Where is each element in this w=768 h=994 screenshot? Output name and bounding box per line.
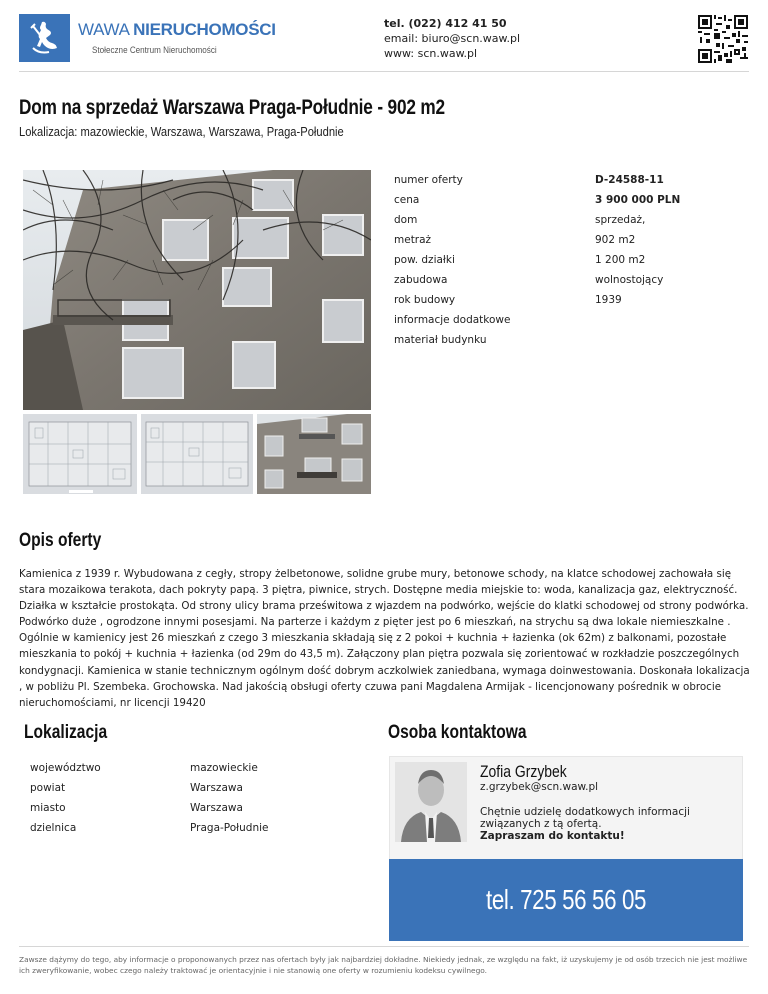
detail-value: D-24588-11 <box>595 174 664 186</box>
listing-location: Lokalizacja: mazowieckie, Warszawa, Warszawa, Praga-Południe <box>19 124 344 139</box>
detail-value: 1939 <box>595 294 622 306</box>
detail-value: wolnostojący <box>595 274 664 286</box>
contact-note-text: Chętnie udzielę dodatkowych informacji związanych z tą ofertą. <box>480 806 690 830</box>
contact-phone-box[interactable] <box>389 859 743 941</box>
location-value: Warszawa <box>190 782 243 794</box>
location-heading: Lokalizacja <box>24 722 108 743</box>
detail-row <box>394 230 750 250</box>
detail-key: pow. działki <box>394 254 455 266</box>
footer-divider <box>19 946 749 947</box>
brand-subtitle: Stołeczne Centrum Nieruchomości <box>92 45 217 55</box>
header-contact <box>384 16 520 61</box>
detail-key: materiał budynku <box>394 334 487 346</box>
details-table <box>394 170 750 350</box>
detail-row <box>394 310 750 330</box>
location-key: dzielnica <box>30 822 77 834</box>
thumbnail-building[interactable] <box>257 414 371 494</box>
detail-key: zabudowa <box>394 274 448 286</box>
detail-key: numer oferty <box>394 174 463 186</box>
contact-name: Zofia Grzybek <box>480 762 567 781</box>
detail-row <box>394 330 750 350</box>
header-phone[interactable]: tel. (022) 412 41 50 <box>384 17 507 30</box>
brand-logo[interactable] <box>19 14 70 62</box>
detail-row <box>394 210 750 230</box>
thumbnail-floor-plan-1[interactable] <box>23 414 137 494</box>
brand-name <box>78 20 276 40</box>
location-row <box>30 798 360 818</box>
location-row <box>30 778 360 798</box>
page-title: Dom na sprzedaż Warszawa Praga-Południe - 902 m2 <box>19 96 445 119</box>
contact-note-cta: Zapraszam do kontaktu! <box>480 830 625 842</box>
detail-value: 1 200 m2 <box>595 254 646 266</box>
location-value: Warszawa <box>190 802 243 814</box>
contact-heading: Osoba kontaktowa <box>388 722 527 743</box>
contact-note <box>480 806 730 842</box>
qr-code <box>698 15 748 63</box>
location-key: województwo <box>30 762 101 774</box>
detail-key: dom <box>394 214 418 226</box>
description-text: Kamienica z 1939 r. Wybudowana z cegły, stropy żelbetonowe, solidne grube mury, betonowe schody, na klatce schodowej zachowała się stara mozaikowa terakota, dach pokryty papą. 3 piętra, piwnice, strych. Dostępne media miejskie to: woda, kanalizacja gaz, elektryczność. Działka w kształcie prostokąta. Od strony ulicy brama prześwitowa z wjazdem na podwórko, wejście do klatki schodowej od strony podwórka. Podwórko duże , ogrodzone innymi posesjami. Na parterze i każdym z pięter jest po 6 mieszkań, na strychu są dwa lokale niemieszkalne . Ogólnie w kamienicy jest 26 mieszkań z czego 3 mieszkania składają się z 2 pokoi + kuchnia + łazienka (ok 62m) z balkonami, pozostałe mieszkania to pokój + kuchnia + łazienka (od 29m do 43,5 m). Załączony plan piętra pozwala się zorientować w rozkładzie poszczególnych kondygnacji. Kamienica w stanie technicznym ogólnym dość dobrym aczkolwiek zaniedbana, wymaga doinwestowania. Doskonała lokalizacja , w pobliżu Pl. Szembeka. Grochowska. Nad jakością obsługi oferty czuwa pani Magdalena Armijak - licencjonowany pośrednik w obrocie nieruchomościami, nr licencji 19420 <box>19 568 750 709</box>
location-table <box>30 758 360 838</box>
detail-key: rok budowy <box>394 294 456 306</box>
main-photo[interactable] <box>23 170 371 410</box>
detail-key: informacje dodatkowe <box>394 314 511 326</box>
header-email[interactable]: email: biuro@scn.waw.pl <box>384 32 521 45</box>
header-website[interactable]: www: scn.waw.pl <box>384 47 478 60</box>
location-key: powiat <box>30 782 66 794</box>
warsaw-mermaid-icon <box>19 14 70 62</box>
detail-key: cena <box>394 194 420 206</box>
footer-disclaimer: Zawsze dążymy do tego, aby informacje o proponowanych przez nas ofertach były jak najbardziej dokładne. Niekiedy jednak, ze względu na fakt, iż uzyskujemy je od osób trzecich nie jest możliwe ich zweryfikowanie, wobec czego należy traktować je orientacyjnie i nie stanowią one oferty w rozumieniu kodeksu cywilnego. <box>19 955 748 975</box>
brand-name-bold: NIERUCHOMOŚCI <box>133 20 276 39</box>
detail-row <box>394 270 750 290</box>
detail-row <box>394 170 750 190</box>
detail-value: sprzedaż, <box>595 214 646 226</box>
contact-phone[interactable]: tel. 725 56 56 05 <box>485 884 647 915</box>
thumbnail-floor-plan-2[interactable] <box>141 414 253 494</box>
detail-row <box>394 190 750 210</box>
contact-email[interactable]: z.grzybek@scn.waw.pl <box>480 781 599 793</box>
contact-card <box>389 756 743 860</box>
location-row <box>30 818 360 838</box>
detail-value: 3 900 000 PLN <box>595 194 681 206</box>
detail-row <box>394 250 750 270</box>
avatar <box>395 762 467 842</box>
detail-value: 902 m2 <box>595 234 636 246</box>
header-divider <box>19 71 749 72</box>
detail-key: metraż <box>394 234 432 246</box>
location-key: miasto <box>30 802 66 814</box>
description-heading: Opis oferty <box>19 530 102 551</box>
page-header <box>0 0 768 72</box>
brand-name-light: WAWA <box>78 20 134 39</box>
detail-row <box>394 290 750 310</box>
location-row <box>30 758 360 778</box>
location-value: mazowieckie <box>190 762 258 774</box>
location-value: Praga-Południe <box>190 822 269 834</box>
